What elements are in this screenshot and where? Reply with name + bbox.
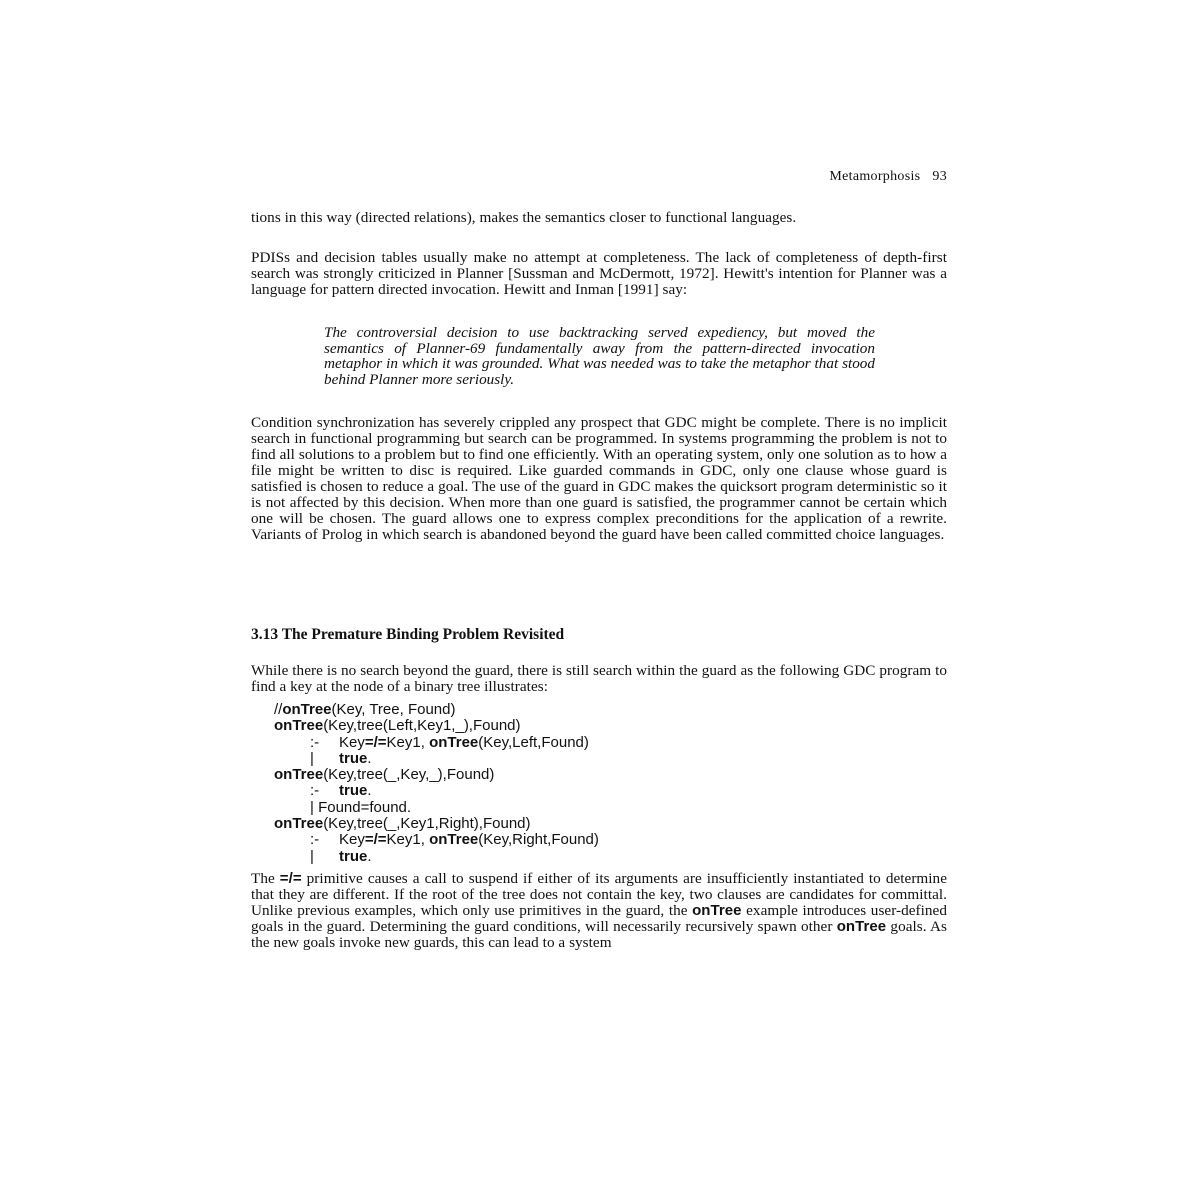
code-line-8: onTree(Key,tree(_,Key1,Right),Found) <box>274 815 531 833</box>
paragraph-primitive-suspend: The =/= primitive causes a call to suspend if either of its arguments are insufficiently instantiated to determine that they are different. If the root of the tree does not contain the key, two clauses are candidates for committal. Unlike previous examples, which only use primitives in the guard, the onTree example introduces user-defined goals in the guard. Determining the guard conditions, will necessarily recursively spawn other onTree goals. As the new goals invoke new guards, this can lead to a system <box>251 870 947 951</box>
paragraph-continuation: tions in this way (directed relations), makes the semantics closer to functional languages. <box>251 209 797 226</box>
paragraph-condition-synchronization: Condition synchronization has severely crippled any prospect that GDC might be complete. There is no implicit search in functional programming but search can be programmed. In systems programming the problem is not to find all solutions to a problem but to find one efficiently. With an operating system, only one solution as to how a file might be written to disc is required. Like guarded commands in GDC, only one clause whose guard is satisfied is chosen to reduce a goal. The use of the guard in GDC makes the quicksort program deterministic so it is not affected by this decision. When more than one guard is satisfied, the programmer cannot be certain which one will be chosen. The guard allows one to express complex preconditions for the application of a rewrite. Variants of Prolog in which search is abandoned beyond the guard have been called committed choice languages. <box>251 414 947 543</box>
section-heading: 3.13 The Premature Binding Problem Revisited <box>251 626 565 643</box>
code-line-4: | true. <box>310 749 372 767</box>
running-head-title: Metamorphosis <box>829 169 921 184</box>
code-line-10: | true. <box>310 847 372 865</box>
code-line-2: onTree(Key,tree(Left,Key1,_),Found) <box>274 717 521 735</box>
code-listing <box>274 702 834 865</box>
code-line-7: | Found=found. <box>310 798 412 816</box>
code-line-3: :- Key=/=Key1, onTree(Key,Left,Found) <box>310 733 589 751</box>
page-number: 93 <box>932 169 947 184</box>
code-line-6: :- true. <box>310 782 372 800</box>
paragraph-search-within-guard: While there is no search beyond the guard, there is still search within the guard as the following GDC program to find a key at the node of a binary tree illustrates: <box>251 662 947 695</box>
block-quote: The controversial decision to use backtracking served expediency, but moved the semantics of Planner-69 fundamentally away from the pattern-directed invocation metaphor in which it was grounded. What was needed was to take the metaphor that stood behind Planner more seriously. <box>324 324 875 388</box>
code-line-9: :- Key=/=Key1, onTree(Key,Right,Found) <box>310 831 599 849</box>
running-head <box>817 168 947 185</box>
paragraph-planner: PDISs and decision tables usually make no attempt at completeness. The lack of completeness of depth-first search was strongly criticized in Planner [Sussman and McDermott, 1972]. Hewitt's intention for Planner was a language for pattern directed invocation. Hewitt and Inman [1991] say: <box>251 249 947 298</box>
code-line-1: //onTree(Key, Tree, Found) <box>274 701 456 718</box>
code-line-5: onTree(Key,tree(_,Key,_),Found) <box>274 766 495 784</box>
